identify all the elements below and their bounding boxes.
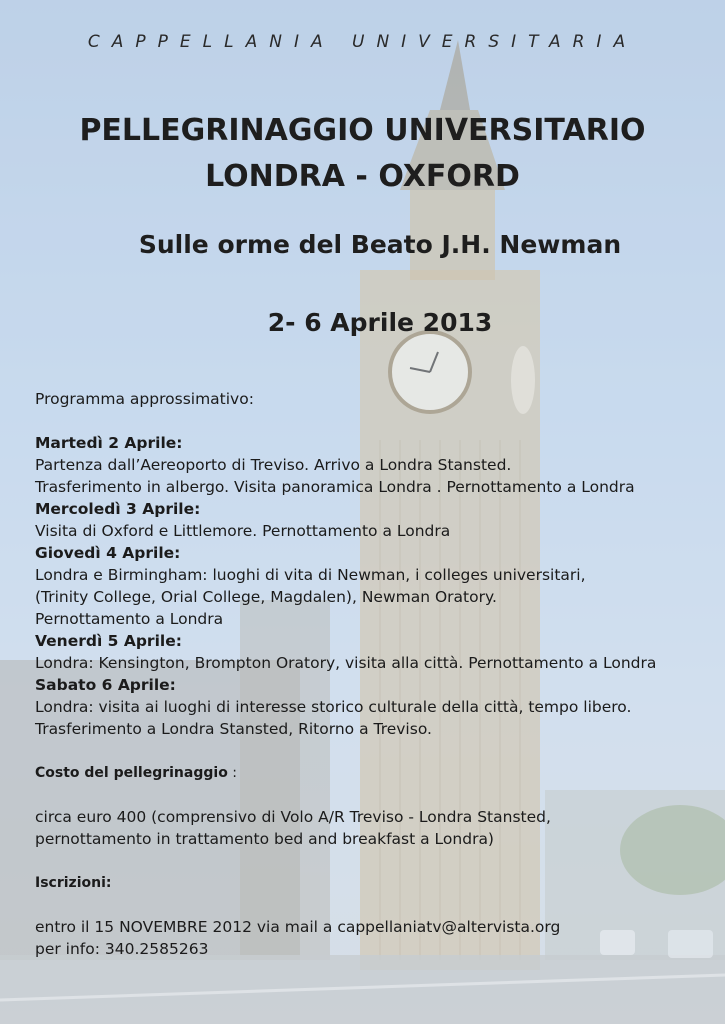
title-line-2: LONDRA - OXFORD (205, 159, 520, 194)
day-line: Pernottamento a Londra (35, 610, 224, 628)
day-line: Londra: visita ai luoghi di interesse storico culturale della città, tempo libero. (35, 698, 632, 716)
signup-line: entro il 15 NOVEMBRE 2012 via mail a cappellaniatv@altervista.org (35, 918, 561, 936)
day-line: Londra e Birmingham: luoghi di vita di Newman, i colleges universitari, (35, 566, 586, 584)
day-line: Trasferimento a Londra Stansted, Ritorno a Treviso. (35, 720, 432, 738)
cost-label-suffix: : (227, 765, 237, 781)
organization-header: CAPPELLANIA UNIVERSITARIA (87, 32, 638, 52)
page-title (0, 108, 725, 200)
cost-line: pernottamento in trattamento bed and breakfast a Londra) (35, 830, 494, 848)
cost-label: Costo del pellegrinaggio (35, 765, 228, 781)
signup-line: per info: 340.2585263 (35, 940, 209, 958)
day-heading: Sabato 6 Aprile: (35, 676, 176, 694)
title-line-1: PELLEGRINAGGIO UNIVERSITARIO (79, 113, 646, 148)
cost-line: circa euro 400 (comprensivo di Volo A/R Treviso - Londra Stansted, (35, 808, 551, 826)
day-line: (Trinity College, Orial College, Magdalen), Newman Oratory. (35, 588, 497, 606)
cost-heading (35, 762, 720, 784)
page-subtitle: Sulle orme del Beato J.H. Newman (138, 230, 622, 259)
day-line: Londra: Kensington, Brompton Oratory, visita alla città. Pernottamento a Londra (35, 654, 657, 672)
day-heading: Mercoledì 3 Aprile: (35, 500, 201, 518)
program-heading: Programma approssimativo: (35, 390, 254, 408)
program-section (35, 388, 720, 960)
day-heading: Giovedì 4 Aprile: (35, 544, 181, 562)
day-line: Visita di Oxford e Littlemore. Pernottamento a Londra (35, 522, 451, 540)
signup-heading: Iscrizioni: (35, 875, 112, 891)
day-line: Partenza dall’Aereoporto di Treviso. Arrivo a Londra Stansted. (35, 456, 512, 474)
event-dates: 2- 6 Aprile 2013 (267, 308, 493, 337)
day-heading: Venerdì 5 Aprile: (35, 632, 182, 650)
day-heading: Martedì 2 Aprile: (35, 434, 183, 452)
day-line: Trasferimento in albergo. Visita panoramica Londra . Pernottamento a Londra (35, 478, 635, 496)
